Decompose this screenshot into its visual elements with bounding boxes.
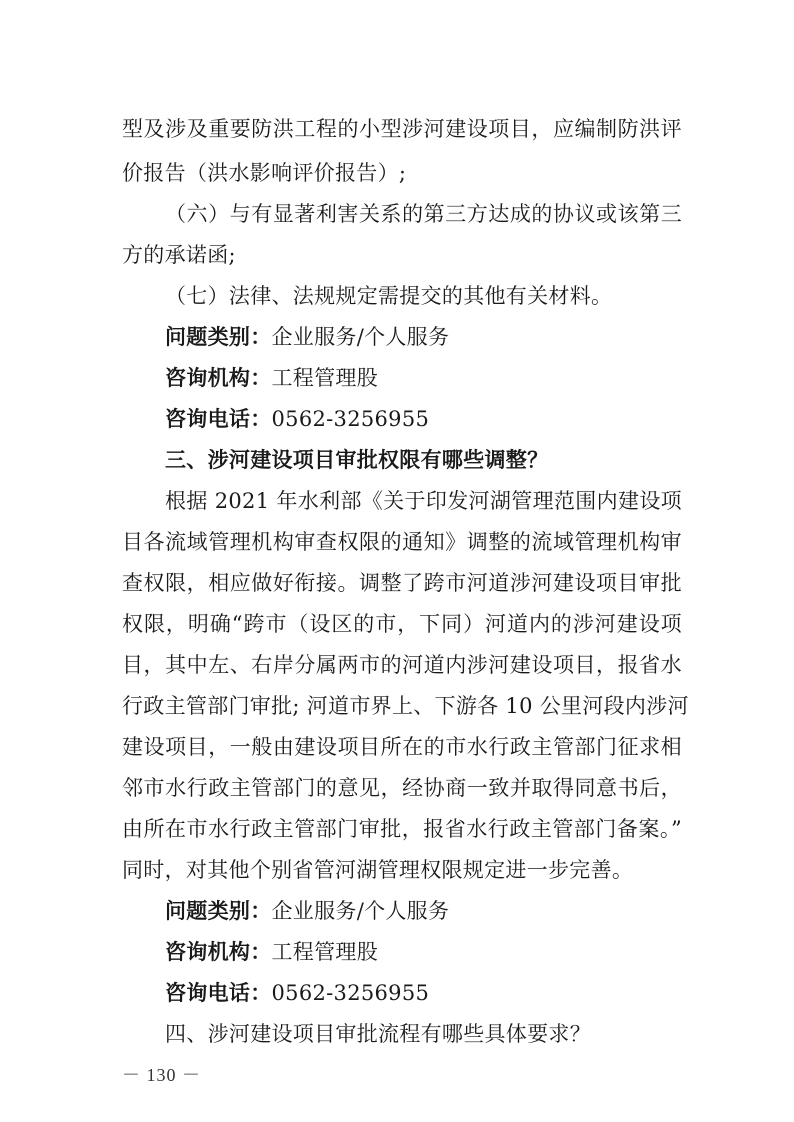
paragraph-line: 根据 2021 年水利部《关于印发河湖管理范围内建设项 — [165, 489, 682, 513]
paragraph-line: （六）与有显著利害关系的第三方达成的协议或该第三 — [165, 202, 682, 226]
consult-phone-label: 咨询电话： — [165, 981, 272, 1005]
question-category-row — [165, 322, 682, 352]
paragraph-line: 价报告（洪水影响评价报告）; — [122, 161, 407, 185]
paragraph-line: 由所在市水行政主管部门审批，报省水行政主管部门备案。” — [122, 817, 682, 841]
paragraph-line: 同时，对其他个别省管河湖管理权限规定进一步完善。 — [122, 858, 634, 882]
consult-agency-label: 咨询机构： — [165, 366, 272, 390]
paragraph-line: 建设项目，一般由建设项目所在的市水行政主管部门征求相 — [122, 735, 682, 759]
question-category-label: 问题类别： — [165, 325, 272, 349]
paragraph-line: 行政主管部门审批; 河道市界上、下游各 10 公里河段内涉河 — [122, 694, 689, 718]
section-heading: 三、涉河建设项目审批权限有哪些调整？ — [165, 448, 549, 472]
consult-agency-label: 咨询机构： — [165, 940, 272, 964]
consult-phone-row — [165, 404, 682, 434]
consult-agency-value: 工程管理股 — [271, 366, 378, 390]
paragraph-line: 方的承诺函; — [122, 243, 236, 267]
paragraph-line: 邻市水行政主管部门的意见，经协商一致并取得同意书后， — [122, 776, 682, 800]
paragraph-line: （七）法律、法规规定需提交的其他有关材料。 — [165, 284, 613, 308]
question-category-value: 企业服务/个人服务 — [271, 325, 450, 349]
consult-phone-label: 咨询电话： — [165, 407, 272, 431]
consult-agency-value: 工程管理股 — [271, 940, 378, 964]
consult-agency-row — [165, 937, 682, 967]
paragraph-line: 权限，明确“跨市（设区的市，下同）河道内的涉河建设项 — [122, 612, 682, 636]
question-category-value: 企业服务/个人服务 — [271, 899, 450, 923]
paragraph-line: 目，其中左、右岸分属两市的河道内涉河建设项目，报省水 — [122, 653, 682, 677]
paragraph-line: 查权限，相应做好衔接。调整了跨市河道涉河建设项目审批 — [122, 571, 682, 595]
question-category-row — [165, 896, 682, 926]
consult-agency-row — [165, 363, 682, 393]
section-heading: 四、涉河建设项目审批流程有哪些具体要求？ — [165, 1022, 591, 1046]
page-number: － 130 － — [122, 1065, 201, 1085]
consult-phone-value: 0562-3256955 — [271, 981, 430, 1005]
consult-phone-row — [165, 978, 682, 1008]
paragraph-line: 型及涉及重要防洪工程的小型涉河建设项目，应编制防洪评 — [122, 117, 682, 141]
question-category-label: 问题类别： — [165, 899, 272, 923]
paragraph-line: 目各流域管理机构审查权限的通知》调整的流域管理机构审 — [122, 530, 682, 554]
consult-phone-value: 0562-3256955 — [271, 407, 430, 431]
